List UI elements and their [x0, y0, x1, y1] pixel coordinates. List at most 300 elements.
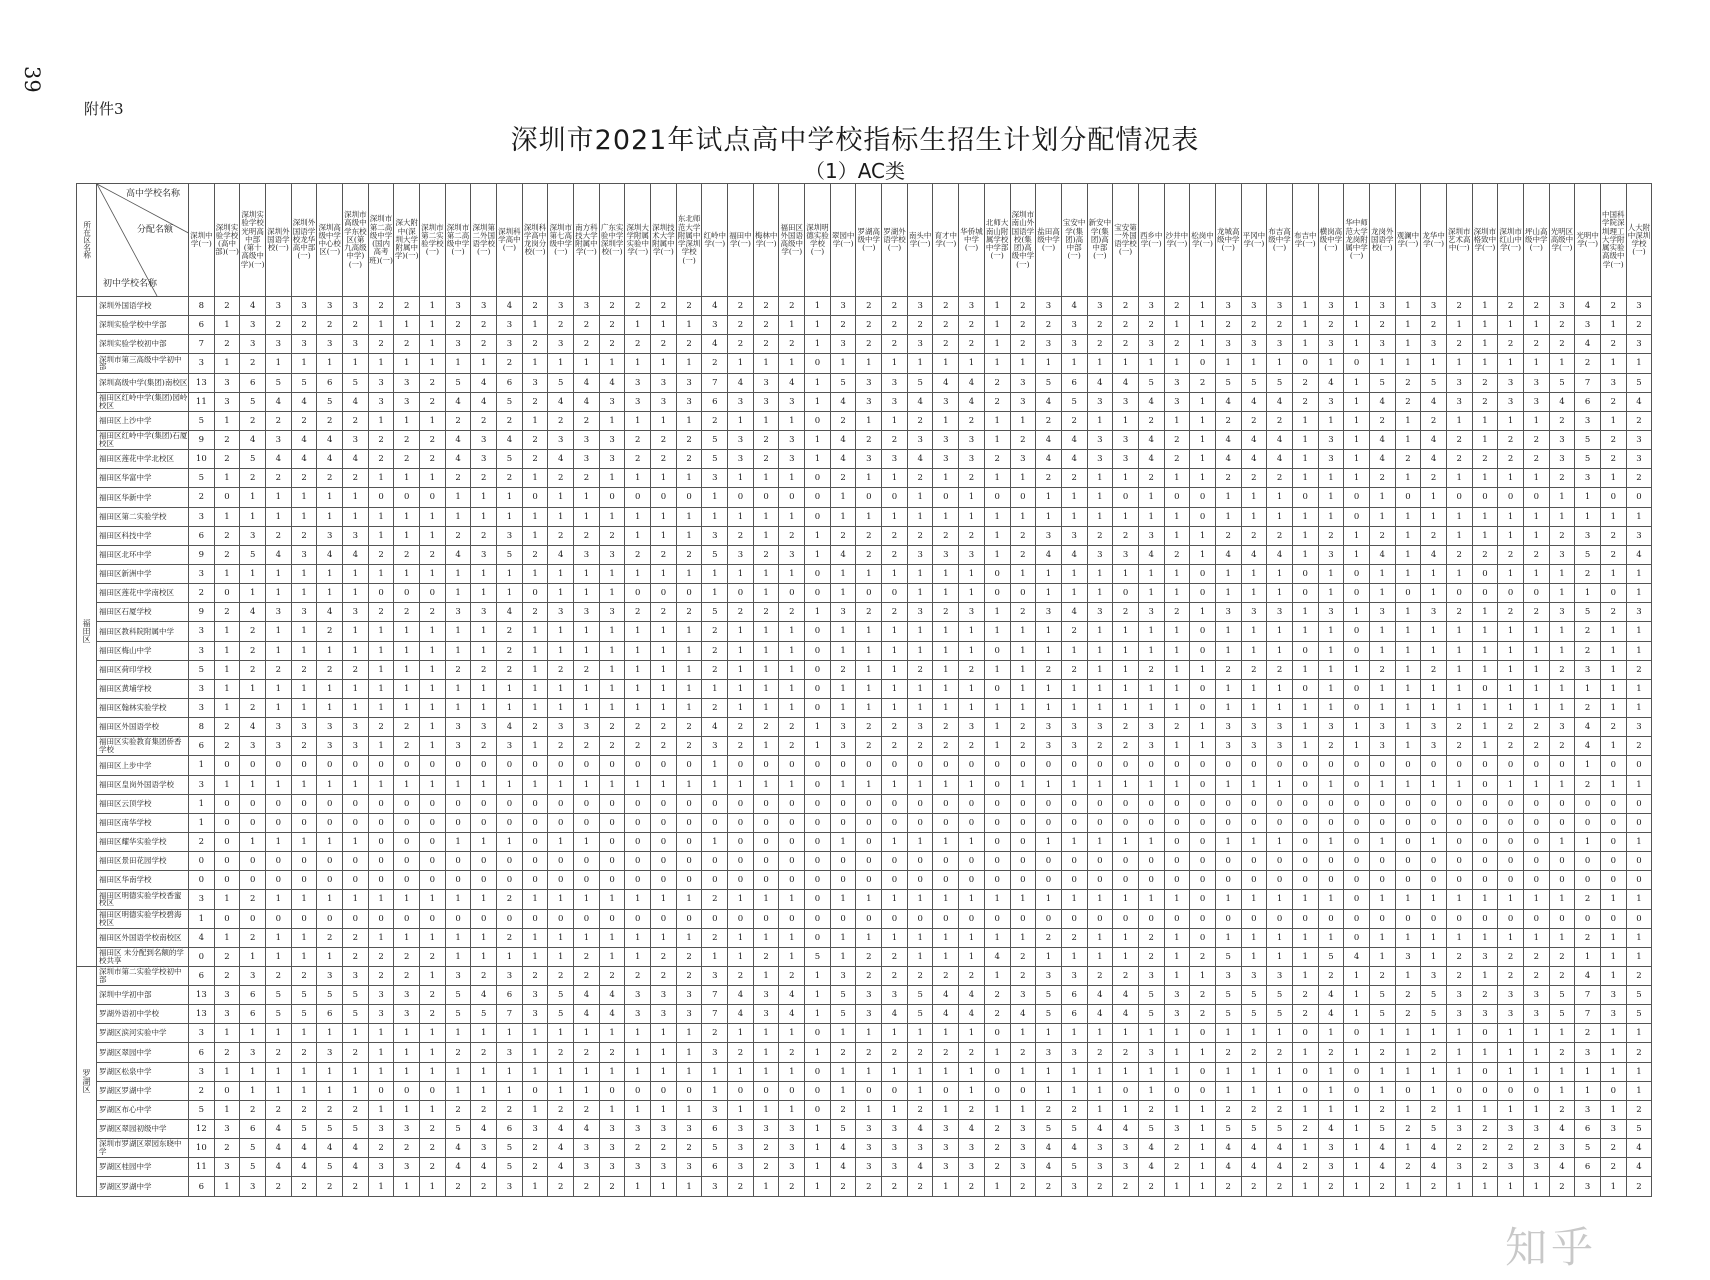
quota-cell: 2: [728, 297, 754, 316]
quota-cell: 0: [728, 1081, 754, 1100]
quota-cell: 1: [1575, 1081, 1601, 1100]
quota-cell: 2: [574, 947, 600, 966]
quota-cell: 2: [266, 526, 292, 545]
quota-cell: 0: [728, 813, 754, 832]
quota-cell: 0: [1523, 813, 1549, 832]
quota-cell: 3: [1267, 966, 1293, 985]
quota-cell: 5: [1036, 373, 1062, 392]
quota-cell: 3: [343, 718, 369, 737]
quota-cell: 0: [805, 890, 831, 909]
quota-cell: 2: [1575, 641, 1601, 660]
quota-cell: 1: [805, 603, 831, 622]
quota-cell: 1: [933, 660, 959, 679]
quota-cell: 1: [420, 1024, 446, 1043]
quota-cell: 1: [984, 1177, 1010, 1196]
quota-cell: 3: [753, 392, 779, 411]
quota-cell: 7: [702, 986, 728, 1005]
quota-cell: 1: [548, 1081, 574, 1100]
quota-cell: 0: [420, 756, 446, 775]
quota-cell: 1: [830, 564, 856, 583]
quota-cell: 0: [856, 871, 882, 890]
quota-cell: 3: [1138, 737, 1164, 756]
quota-cell: 5: [1138, 986, 1164, 1005]
quota-cell: 1: [676, 354, 702, 373]
quota-cell: 1: [728, 660, 754, 679]
quota-cell: 1: [1421, 890, 1447, 909]
quota-cell: 2: [702, 1024, 728, 1043]
quota-cell: 2: [1164, 718, 1190, 737]
quota-cell: 4: [445, 1139, 471, 1158]
quota-cell: 0: [394, 488, 420, 507]
quota-cell: 1: [1472, 641, 1498, 660]
quota-cell: 3: [702, 966, 728, 985]
quota-cell: 2: [882, 335, 908, 354]
quota-cell: 1: [1241, 488, 1267, 507]
quota-cell: 1: [1626, 775, 1652, 794]
quota-cell: 0: [805, 1024, 831, 1043]
quota-cell: 4: [291, 392, 317, 411]
quota-cell: 4: [933, 1005, 959, 1024]
quota-cell: 3: [471, 1139, 497, 1158]
quota-cell: 0: [1626, 852, 1652, 871]
quota-cell: 4: [266, 545, 292, 564]
quota-cell: 1: [1498, 641, 1524, 660]
quota-cell: 1: [1626, 1062, 1652, 1081]
quota-cell: 9: [189, 430, 215, 449]
quota-cell: 1: [1113, 890, 1139, 909]
quota-cell: 0: [1164, 756, 1190, 775]
quota-cell: 0: [497, 756, 523, 775]
high-school-name: 华侨城中学(一): [960, 226, 983, 253]
quota-cell: 1: [907, 1081, 933, 1100]
quota-cell: 0: [1498, 1081, 1524, 1100]
quota-cell: 0: [189, 947, 215, 966]
quota-cell: 3: [1061, 316, 1087, 335]
quota-cell: 3: [240, 1043, 266, 1062]
quota-cell: 1: [420, 297, 446, 316]
quota-cell: 1: [1215, 622, 1241, 641]
quota-cell: 4: [1549, 1158, 1575, 1177]
quota-cell: 1: [753, 660, 779, 679]
quota-cell: 0: [1190, 1081, 1216, 1100]
quota-cell: 1: [1600, 1024, 1626, 1043]
quota-cell: 2: [959, 411, 985, 430]
quota-cell: 1: [933, 890, 959, 909]
quota-cell: 2: [1241, 411, 1267, 430]
quota-cell: 1: [959, 1024, 985, 1043]
high-school-name: 布吉高级中学(一): [1268, 226, 1291, 253]
quota-cell: 3: [907, 718, 933, 737]
quota-cell: 3: [1446, 986, 1472, 1005]
quota-cell: 2: [882, 737, 908, 756]
quota-cell: 3: [394, 392, 420, 411]
quota-cell: 0: [1113, 852, 1139, 871]
quota-cell: 2: [1267, 411, 1293, 430]
quota-cell: 0: [856, 794, 882, 813]
quota-cell: 1: [368, 679, 394, 698]
quota-cell: 1: [1421, 947, 1447, 966]
quota-cell: 1: [394, 469, 420, 488]
quota-cell: 1: [1600, 698, 1626, 717]
quota-cell: 0: [1113, 871, 1139, 890]
quota-cell: 1: [1010, 775, 1036, 794]
quota-cell: 1: [728, 1062, 754, 1081]
quota-cell: 1: [1113, 947, 1139, 966]
quota-cell: 4: [266, 450, 292, 469]
quota-cell: 1: [1215, 1024, 1241, 1043]
quota-cell: 1: [1190, 1139, 1216, 1158]
quota-cell: 3: [856, 450, 882, 469]
junior-school-name: 深圳高级中学(集团)南校区: [97, 373, 189, 392]
quota-cell: 1: [933, 679, 959, 698]
quota-cell: 1: [676, 1100, 702, 1119]
quota-cell: 1: [856, 1024, 882, 1043]
quota-cell: 2: [625, 603, 651, 622]
quota-cell: 1: [702, 488, 728, 507]
quota-cell: 0: [728, 852, 754, 871]
quota-cell: 1: [856, 698, 882, 717]
quota-cell: 5: [291, 986, 317, 1005]
quota-cell: 0: [805, 928, 831, 947]
quota-cell: 5: [189, 411, 215, 430]
quota-cell: 4: [1113, 373, 1139, 392]
high-school-name: 沙井中学(一): [1165, 230, 1189, 248]
quota-cell: 1: [1318, 1062, 1344, 1081]
high-school-name: 西乡中学(一): [1139, 230, 1163, 248]
high-school-header: [548, 184, 574, 297]
quota-cell: 0: [1344, 909, 1370, 928]
table-row: [77, 986, 1652, 1005]
quota-cell: 0: [497, 813, 523, 832]
quota-cell: 0: [830, 909, 856, 928]
quota-cell: 1: [1241, 698, 1267, 717]
high-school-name: 北师大南山附属学校中学部(一): [985, 218, 1009, 261]
quota-cell: 1: [522, 1062, 548, 1081]
quota-cell: 2: [1395, 1120, 1421, 1139]
quota-cell: 0: [1061, 794, 1087, 813]
quota-cell: 0: [805, 909, 831, 928]
quota-cell: 1: [317, 1062, 343, 1081]
quota-cell: 0: [394, 909, 420, 928]
quota-cell: 2: [1215, 316, 1241, 335]
quota-cell: 1: [1472, 335, 1498, 354]
quota-cell: 5: [1626, 1120, 1652, 1139]
quota-cell: 3: [1575, 316, 1601, 335]
quota-cell: 3: [1369, 737, 1395, 756]
quota-cell: 1: [779, 890, 805, 909]
junior-school-name: 福田区教科院附属中学: [97, 622, 189, 641]
quota-cell: 4: [291, 1139, 317, 1158]
quota-cell: 0: [753, 909, 779, 928]
quota-cell: 4: [599, 986, 625, 1005]
quota-cell: 3: [1036, 966, 1062, 985]
quota-cell: 1: [882, 564, 908, 583]
quota-cell: 2: [1061, 928, 1087, 947]
high-school-name: 深圳中学(一): [190, 230, 213, 248]
table-row: [77, 909, 1652, 928]
quota-cell: 2: [317, 1100, 343, 1119]
quota-cell: 1: [394, 1062, 420, 1081]
quota-cell: 2: [548, 526, 574, 545]
quota-cell: 0: [240, 909, 266, 928]
quota-cell: 1: [984, 966, 1010, 985]
quota-cell: 3: [1087, 1158, 1113, 1177]
quota-cell: 3: [933, 430, 959, 449]
quota-cell: 2: [1138, 947, 1164, 966]
quota-cell: 0: [1267, 909, 1293, 928]
quota-cell: 3: [266, 335, 292, 354]
quota-cell: 1: [1087, 660, 1113, 679]
quota-cell: 2: [394, 430, 420, 449]
quota-cell: 1: [1600, 1062, 1626, 1081]
quota-cell: 1: [959, 947, 985, 966]
quota-cell: 3: [266, 430, 292, 449]
quota-cell: 3: [497, 1043, 523, 1062]
quota-cell: 2: [522, 297, 548, 316]
quota-cell: 0: [214, 794, 240, 813]
quota-cell: 2: [548, 1177, 574, 1196]
quota-cell: 2: [445, 526, 471, 545]
quota-cell: 3: [1600, 1005, 1626, 1024]
quota-cell: 1: [497, 679, 523, 698]
quota-cell: 1: [266, 584, 292, 603]
quota-cell: 1: [1421, 928, 1447, 947]
quota-cell: 1: [907, 890, 933, 909]
quota-cell: 3: [1061, 1177, 1087, 1196]
table-row: [77, 564, 1652, 583]
quota-cell: 1: [394, 411, 420, 430]
quota-cell: 0: [1549, 852, 1575, 871]
quota-cell: 0: [805, 1062, 831, 1081]
high-school-name: 深圳市红山中学(一): [1499, 226, 1522, 253]
quota-cell: 1: [1036, 775, 1062, 794]
quota-cell: 1: [728, 411, 754, 430]
quota-cell: 1: [984, 698, 1010, 717]
quota-cell: 1: [1626, 622, 1652, 641]
quota-cell: 3: [1215, 718, 1241, 737]
quota-cell: 2: [779, 718, 805, 737]
quota-cell: 2: [1549, 335, 1575, 354]
high-school-header: [1010, 184, 1036, 297]
quota-cell: 3: [497, 335, 523, 354]
quota-cell: 3: [1087, 450, 1113, 469]
quota-cell: 2: [574, 1100, 600, 1119]
quota-cell: 1: [702, 507, 728, 526]
quota-cell: 2: [343, 928, 369, 947]
quota-cell: 2: [907, 469, 933, 488]
quota-cell: 1: [625, 1177, 651, 1196]
quota-cell: 2: [574, 526, 600, 545]
quota-cell: 1: [1395, 1024, 1421, 1043]
quota-cell: 2: [1318, 526, 1344, 545]
quota-cell: 2: [214, 526, 240, 545]
quota-cell: 4: [1549, 1120, 1575, 1139]
quota-cell: 1: [625, 354, 651, 373]
quota-cell: 1: [625, 411, 651, 430]
quota-cell: 1: [599, 1100, 625, 1119]
quota-cell: 1: [1446, 1043, 1472, 1062]
quota-cell: 0: [343, 871, 369, 890]
quota-cell: 4: [779, 986, 805, 1005]
quota-cell: 1: [1395, 928, 1421, 947]
quota-cell: 2: [189, 488, 215, 507]
quota-cell: 1: [651, 526, 677, 545]
quota-cell: 3: [728, 392, 754, 411]
quota-cell: 1: [1138, 622, 1164, 641]
quota-cell: 2: [317, 928, 343, 947]
quota-cell: 5: [548, 986, 574, 1005]
quota-cell: 2: [1036, 1177, 1062, 1196]
quota-cell: 2: [368, 603, 394, 622]
quota-cell: 1: [651, 679, 677, 698]
quota-cell: 1: [984, 297, 1010, 316]
quota-cell: 1: [1164, 469, 1190, 488]
quota-cell: 5: [1215, 986, 1241, 1005]
quota-cell: 0: [574, 794, 600, 813]
quota-cell: 1: [1267, 1062, 1293, 1081]
quota-cell: 3: [1010, 450, 1036, 469]
quota-cell: 2: [1138, 1177, 1164, 1196]
quota-cell: 2: [1087, 966, 1113, 985]
quota-cell: 1: [548, 622, 574, 641]
quota-cell: 0: [651, 488, 677, 507]
quota-cell: 2: [1575, 622, 1601, 641]
quota-cell: 1: [1138, 1081, 1164, 1100]
quota-cell: 0: [1600, 813, 1626, 832]
quota-cell: 3: [907, 297, 933, 316]
quota-cell: 2: [497, 1100, 523, 1119]
quota-cell: 1: [1267, 622, 1293, 641]
quota-cell: 2: [1600, 297, 1626, 316]
junior-school-name: 福田区外国语学校: [97, 718, 189, 737]
quota-cell: 3: [1626, 526, 1652, 545]
quota-cell: 2: [343, 411, 369, 430]
quota-cell: 1: [1087, 507, 1113, 526]
quota-cell: 1: [1498, 1043, 1524, 1062]
quota-cell: 2: [651, 603, 677, 622]
quota-cell: 2: [240, 622, 266, 641]
quota-cell: 3: [1087, 392, 1113, 411]
quota-cell: 3: [471, 430, 497, 449]
quota-cell: 0: [1472, 813, 1498, 832]
quota-cell: 0: [522, 852, 548, 871]
quota-cell: 4: [1267, 430, 1293, 449]
quota-cell: 1: [984, 545, 1010, 564]
quota-cell: 1: [1318, 488, 1344, 507]
quota-cell: 0: [933, 871, 959, 890]
quota-cell: 5: [1138, 1005, 1164, 1024]
quota-cell: 1: [599, 507, 625, 526]
quota-cell: 2: [522, 335, 548, 354]
junior-school-name: 罗湖区翠园中学: [97, 1043, 189, 1062]
quota-cell: 0: [1344, 488, 1370, 507]
quota-cell: 2: [984, 1139, 1010, 1158]
quota-cell: 1: [420, 526, 446, 545]
quota-cell: 0: [1215, 794, 1241, 813]
quota-cell: 1: [1087, 832, 1113, 851]
quota-cell: 3: [1318, 392, 1344, 411]
quota-cell: 0: [625, 909, 651, 928]
quota-cell: 2: [420, 947, 446, 966]
quota-cell: 1: [1575, 1062, 1601, 1081]
quota-cell: 1: [1369, 679, 1395, 698]
high-school-name: 宝安第一外国语学校(一): [1114, 222, 1137, 257]
quota-cell: 0: [984, 564, 1010, 583]
quota-cell: 0: [1164, 852, 1190, 871]
quota-cell: 1: [1061, 488, 1087, 507]
high-school-header: [676, 184, 702, 297]
quota-cell: 2: [1395, 1005, 1421, 1024]
quota-cell: 1: [214, 890, 240, 909]
quota-cell: 1: [1318, 641, 1344, 660]
quota-cell: 3: [599, 603, 625, 622]
quota-cell: 1: [1369, 1081, 1395, 1100]
quota-cell: 3: [548, 297, 574, 316]
quota-cell: 0: [1472, 679, 1498, 698]
page-title: 深圳市2021年试点高中学校指标生招生计划分配情况表: [510, 125, 1200, 156]
quota-cell: 2: [574, 1043, 600, 1062]
quota-cell: 2: [1113, 1043, 1139, 1062]
quota-cell: 1: [420, 1100, 446, 1119]
quota-cell: 2: [1164, 450, 1190, 469]
quota-cell: 1: [676, 890, 702, 909]
quota-cell: 0: [420, 584, 446, 603]
quota-cell: 1: [368, 1024, 394, 1043]
quota-cell: 1: [1113, 469, 1139, 488]
junior-school-name: 深圳外国语学校: [97, 297, 189, 316]
quota-cell: 1: [1292, 718, 1318, 737]
quota-cell: 1: [882, 469, 908, 488]
table-row: [77, 450, 1652, 469]
quota-cell: 5: [1061, 1158, 1087, 1177]
quota-cell: 1: [1318, 354, 1344, 373]
quota-cell: 1: [471, 1062, 497, 1081]
quota-cell: 2: [1164, 603, 1190, 622]
quota-cell: 0: [805, 411, 831, 430]
quota-cell: 1: [1344, 1043, 1370, 1062]
quota-cell: 3: [1626, 297, 1652, 316]
quota-cell: 1: [651, 354, 677, 373]
quota-cell: 0: [1036, 909, 1062, 928]
quota-cell: 4: [317, 545, 343, 564]
quota-cell: 1: [779, 469, 805, 488]
quota-cell: 1: [959, 890, 985, 909]
quota-cell: 3: [548, 430, 574, 449]
quota-cell: 1: [1395, 335, 1421, 354]
quota-cell: 0: [599, 813, 625, 832]
quota-cell: 2: [291, 1100, 317, 1119]
quota-cell: 1: [625, 1043, 651, 1062]
quota-cell: 0: [651, 909, 677, 928]
quota-cell: 1: [445, 584, 471, 603]
quota-cell: 0: [1087, 852, 1113, 871]
quota-cell: 1: [805, 1139, 831, 1158]
quota-cell: 1: [1241, 679, 1267, 698]
quota-cell: 1: [1241, 622, 1267, 641]
quota-cell: 1: [1036, 1081, 1062, 1100]
quota-cell: 0: [856, 1081, 882, 1100]
quota-cell: 1: [574, 1024, 600, 1043]
quota-cell: 0: [907, 794, 933, 813]
quota-cell: 1: [343, 698, 369, 717]
quota-cell: 3: [522, 373, 548, 392]
quota-cell: 1: [1061, 775, 1087, 794]
quota-cell: 2: [1626, 966, 1652, 985]
high-school-header: [214, 184, 240, 297]
quota-cell: 0: [856, 852, 882, 871]
quota-cell: 0: [1498, 794, 1524, 813]
quota-cell: 2: [471, 316, 497, 335]
